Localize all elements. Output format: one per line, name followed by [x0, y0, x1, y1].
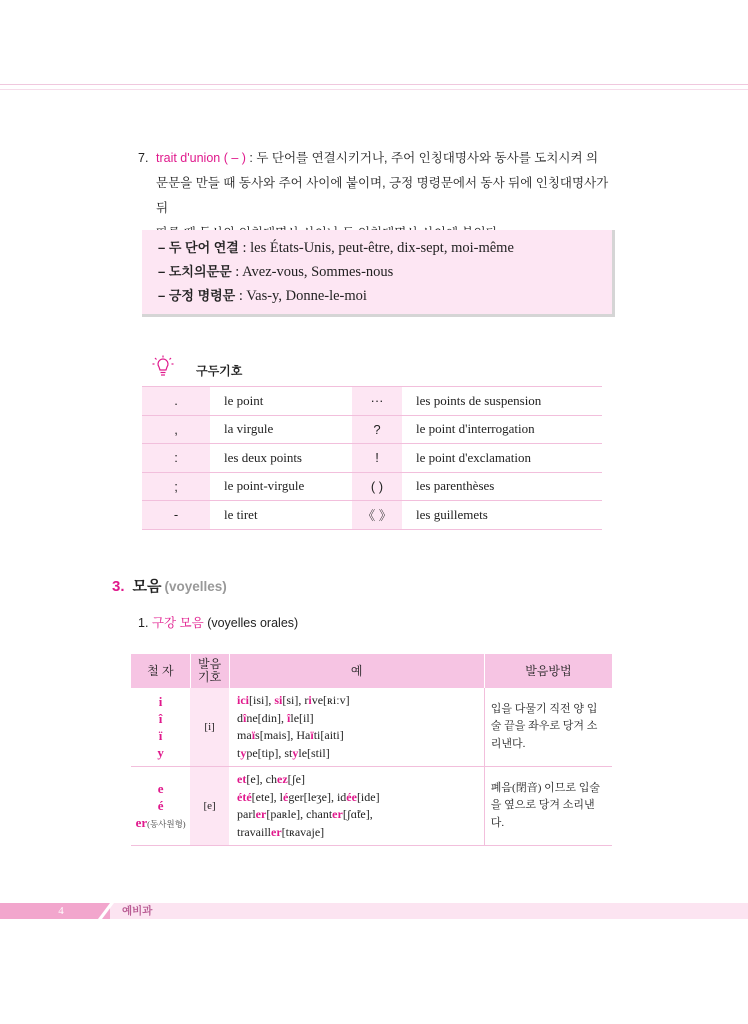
header-method: 발음방법 — [484, 654, 612, 688]
ipa-symbol: [i] — [190, 688, 229, 767]
example-box — [142, 230, 615, 317]
section-3-subtitle: (voyelles) — [164, 579, 227, 594]
example-text: [ʃɑ̃te], — [342, 807, 373, 821]
vowel-spelling: er(동사원형) — [135, 814, 186, 830]
punct-symbol: , — [142, 415, 210, 444]
vowel-spelling: î — [158, 711, 163, 726]
punct-name: le point-virgule — [210, 472, 352, 501]
example-text: le[il] — [290, 710, 314, 725]
example-text: parl — [237, 807, 256, 821]
example-text: [paʀle], chant — [266, 807, 333, 821]
highlighted-vowel: ée — [346, 789, 357, 804]
table-row — [142, 501, 602, 530]
highlighted-vowel: î — [287, 710, 291, 725]
example-line — [237, 806, 476, 824]
punct-symbol: ··· — [352, 387, 402, 416]
lightbulb-icon — [152, 355, 174, 379]
ipa-symbol: [e] — [190, 767, 229, 846]
vowel-spelling: e — [157, 780, 164, 796]
highlighted-vowel: é — [282, 789, 289, 804]
header-examples: 예 — [229, 654, 484, 688]
highlighted-vowel: et — [237, 772, 247, 786]
example-line — [237, 789, 476, 807]
section-3-title: 모음 — [132, 578, 162, 595]
vowel-spelling: i — [158, 694, 163, 709]
header-divider-2 — [0, 89, 748, 90]
example-label: – 두 단어 연결 — [158, 240, 239, 255]
vowel-table — [131, 654, 612, 846]
punct-symbol: 《 》 — [352, 501, 402, 530]
table-row — [142, 387, 602, 416]
vowel-spelling: ï — [158, 728, 163, 743]
highlighted-vowel: i — [308, 693, 312, 707]
example-value: Avez-vous, Sommes-nous — [242, 264, 394, 280]
table-row — [142, 472, 602, 501]
example-text: s[mais], Ha — [255, 728, 311, 742]
section-3-heading — [112, 575, 227, 596]
highlighted-vowel: été — [237, 789, 252, 804]
punct-symbol: - — [142, 501, 210, 530]
subsection-1-heading — [138, 613, 298, 631]
highlighted-vowel: ï — [251, 728, 256, 742]
section-7-number: 7. — [138, 151, 149, 165]
example-text: ve[ʀiːv] — [311, 693, 350, 707]
section-7-line-2: 문문을 만들 때 동사와 주어 사이에 붙이며, 긍정 명령문에서 동사 뒤에 인칭대명사가 뒤 — [156, 176, 609, 215]
highlighted-vowel: y — [292, 745, 299, 760]
example-separator: : — [235, 288, 247, 304]
header-spelling: 철 자 — [131, 654, 190, 688]
punct-name: les deux points — [210, 444, 352, 473]
example-text: d — [237, 710, 244, 725]
example-separator: : — [238, 240, 251, 256]
example-words — [229, 767, 484, 846]
section-7-line-1: : 두 단어를 연결시키거나, 주어 인칭대명사와 동사를 도치시켜 의 — [245, 151, 599, 165]
example-text: [ide] — [356, 789, 380, 804]
example-words — [229, 688, 484, 767]
example-text: t — [237, 745, 241, 760]
punctuation-title: 구두기호 — [196, 364, 243, 378]
pronunciation-method: 입을 다물기 직전 양 입술 끝을 좌우로 당겨 소리낸다. — [484, 688, 612, 767]
example-text: [tʀavaje] — [281, 824, 325, 839]
example-text: [ete], l — [251, 789, 283, 804]
punct-symbol: . — [142, 387, 210, 416]
highlighted-vowel: si — [274, 693, 283, 707]
punct-symbol: ( ) — [352, 472, 402, 501]
vowel-spelling: é — [157, 797, 164, 813]
highlighted-vowel: ez — [277, 772, 288, 786]
page-header-area — [0, 0, 748, 84]
example-row — [158, 284, 367, 308]
subsection-1-subtitle: (voyelles orales) — [207, 616, 299, 630]
example-separator: : — [231, 264, 243, 280]
highlighted-vowel: er — [271, 824, 282, 839]
vowel-spelling: y — [157, 745, 164, 760]
header-ipa: 발음 기호 — [190, 654, 229, 688]
punctuation-table — [142, 386, 602, 530]
example-text: [e], ch — [246, 772, 277, 786]
spelling-note: (동사원형) — [147, 818, 186, 829]
highlighted-vowel: ici — [237, 693, 250, 707]
example-text: ger[leʒe], id — [288, 789, 347, 804]
punct-name: le tiret — [210, 501, 352, 530]
subsection-1-number: 1. — [138, 616, 149, 630]
example-line — [237, 692, 476, 710]
example-label: – 도치의문문 — [158, 264, 232, 279]
punct-name: les points de suspension — [402, 387, 602, 416]
example-text: [isi], — [249, 693, 275, 707]
example-value: les États-Unis, peut-être, dix-sept, moi-même — [250, 240, 514, 256]
example-line — [237, 745, 476, 763]
section-7-term: trait d'union ( – ) — [156, 151, 246, 165]
example-text: le[stil] — [298, 745, 330, 760]
footer-label: 예비과 — [122, 905, 153, 917]
example-label: – 긍정 명령문 — [158, 288, 236, 303]
highlighted-vowel: y — [240, 745, 247, 760]
punct-symbol: ? — [352, 415, 402, 444]
vowel-spellings — [131, 688, 190, 767]
header-divider — [0, 84, 748, 85]
pronunciation-method: 폐음(閉音) 이므로 입술을 옆으로 당겨 소리낸다. — [484, 767, 612, 846]
example-text: ne[din], — [246, 710, 288, 725]
punct-name: le point d'interrogation — [402, 415, 602, 444]
punct-name: les parenthèses — [402, 472, 602, 501]
example-line — [237, 771, 476, 789]
example-text: travaill — [237, 824, 271, 839]
punct-symbol: : — [142, 444, 210, 473]
highlighted-vowel: ï — [310, 728, 314, 742]
example-line — [237, 727, 476, 745]
page-number: 4 — [58, 905, 64, 917]
highlighted-vowel: er — [332, 807, 343, 821]
table-row — [142, 444, 602, 473]
punct-name: la virgule — [210, 415, 352, 444]
highlighted-vowel: er — [255, 807, 267, 821]
example-value: Vas-y, Donne-le-moi — [246, 288, 367, 304]
example-line — [237, 824, 476, 842]
example-line — [237, 710, 476, 728]
example-text: pe[tip], st — [246, 745, 293, 760]
example-row — [158, 260, 393, 284]
table-row — [142, 415, 602, 444]
example-row — [158, 236, 514, 260]
vowel-spellings — [131, 767, 190, 846]
punct-name: le point — [210, 387, 352, 416]
punct-symbol: ; — [142, 472, 210, 501]
section-3-number: 3. — [112, 578, 125, 595]
example-text: ma — [237, 728, 252, 742]
subsection-1-title: 구강 모음 — [151, 616, 204, 630]
table-row — [131, 688, 612, 767]
punct-name: les guillemets — [402, 501, 602, 530]
table-header-row — [131, 654, 612, 688]
table-row — [131, 767, 612, 846]
punct-symbol: ! — [352, 444, 402, 473]
punct-name: le point d'exclamation — [402, 444, 602, 473]
example-text: ti[aiti] — [313, 728, 344, 742]
highlighted-vowel: î — [243, 710, 247, 725]
example-text: [ʃe] — [287, 772, 305, 786]
example-text: [si], r — [282, 693, 309, 707]
